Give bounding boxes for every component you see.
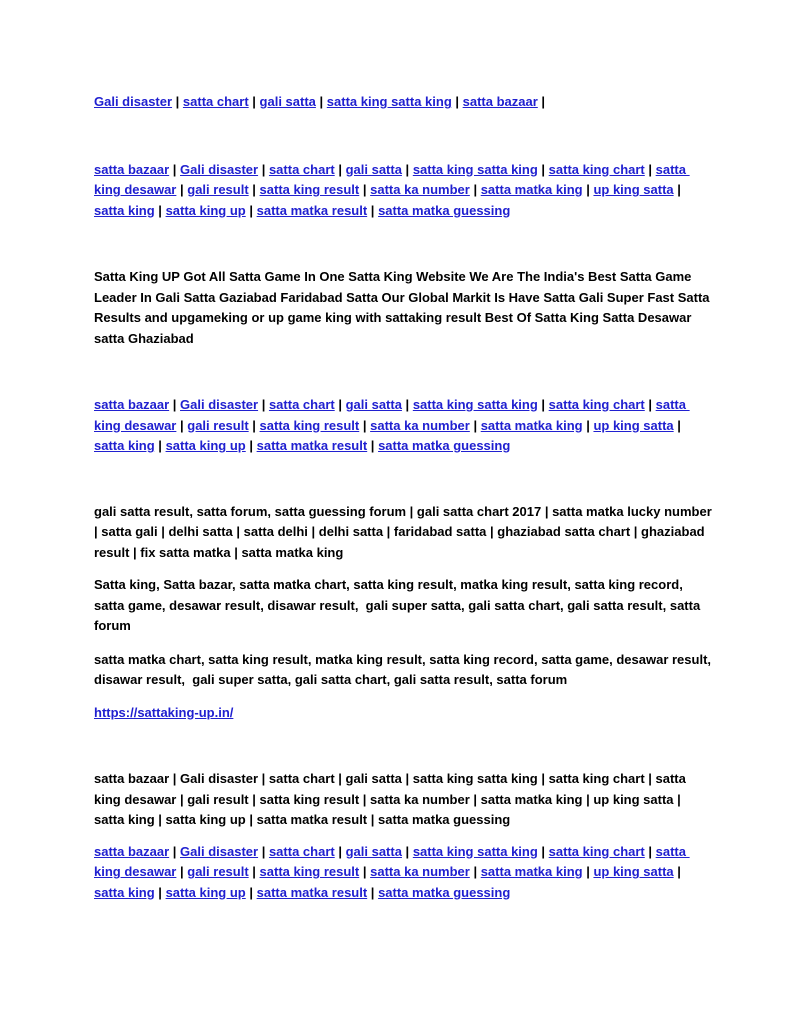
hyperlink[interactable]: satta ka number bbox=[370, 182, 470, 197]
hyperlink[interactable]: satta king satta king bbox=[412, 397, 538, 412]
pipe-separator: | bbox=[248, 182, 260, 197]
hyperlink[interactable]: gali satta bbox=[345, 843, 402, 859]
hyperlink[interactable]: satta bazaar bbox=[94, 161, 170, 177]
hyperlink[interactable]: satta king bbox=[94, 202, 155, 218]
hyperlink[interactable]: satta matka result bbox=[256, 884, 368, 900]
pipe-separator: | bbox=[334, 161, 346, 177]
hyperlink[interactable]: satta king satta king bbox=[412, 843, 538, 859]
pipe-separator: | bbox=[245, 438, 257, 453]
hyperlink[interactable]: satta king bbox=[94, 884, 155, 900]
pipe-separator: | bbox=[673, 182, 685, 197]
hyperlink[interactable]: Gali disaster bbox=[180, 161, 259, 177]
hyperlink[interactable]: gali satta bbox=[345, 397, 402, 412]
pipe-separator: | bbox=[401, 397, 413, 412]
pipe-separator: | bbox=[334, 397, 346, 412]
pipe-separator: | bbox=[537, 843, 549, 859]
pipe-separator: | bbox=[582, 417, 594, 433]
hyperlink[interactable]: Gali disaster bbox=[94, 94, 173, 109]
pipe-separator: | bbox=[154, 438, 166, 453]
hyperlink[interactable]: satta matka king bbox=[480, 417, 583, 433]
hyperlink[interactable]: gali satta bbox=[345, 161, 402, 177]
pipe-separator: | bbox=[154, 202, 166, 218]
hyperlink[interactable]: up king satta bbox=[593, 417, 674, 433]
pipe-separator: | bbox=[582, 182, 594, 197]
hyperlink[interactable]: satta king satta king bbox=[412, 161, 538, 177]
pipe-separator: | bbox=[169, 397, 181, 412]
pipe-separator: | bbox=[367, 438, 379, 453]
paragraph-text: satta bazaar | Gali disaster | satta chart | gali satta | satta king satta king | satta king chart | satta king desawar | gali result | satta king result | satta ka number | satta matka king | up king satta | satta king | satta king up | satta matka result | satta matka guessing bbox=[94, 771, 690, 827]
pipe-separator: | bbox=[401, 843, 413, 859]
pipe-separator: | bbox=[154, 884, 166, 900]
pipe-separator: | bbox=[248, 94, 260, 109]
pipe-separator: | bbox=[258, 397, 269, 412]
pipe-separator: | bbox=[469, 864, 481, 879]
hyperlink[interactable]: satta chart bbox=[182, 94, 249, 109]
pipe-separator: | bbox=[169, 843, 181, 859]
pipe-separator: | bbox=[359, 417, 371, 433]
hyperlink[interactable]: satta king result bbox=[259, 417, 360, 433]
pipe-separator: | bbox=[469, 417, 481, 433]
pipe-separator: | bbox=[258, 843, 269, 859]
hyperlink[interactable]: satta king up bbox=[165, 884, 246, 900]
hyperlink[interactable]: satta chart bbox=[268, 843, 335, 859]
pipe-separator: | bbox=[359, 182, 371, 197]
hyperlink[interactable]: up king satta bbox=[593, 182, 674, 197]
paragraph-text: Satta King UP Got All Satta Game In One Satta King Website We Are The India's Best Satta Game Leader In Gali Satta Gaziabad Faridabad Satta Our Global Markit Is Have Satta Gali Super Fast Satta Results and upgameking or up game king with sattaking result Best Of Satta King Satta Desawar satta Ghaziabad bbox=[94, 269, 714, 346]
pipe-separator: | bbox=[172, 94, 183, 109]
text-paragraph bbox=[94, 769, 712, 831]
hyperlink[interactable]: gali result bbox=[187, 417, 249, 433]
document-content bbox=[94, 92, 716, 903]
pipe-separator: | bbox=[537, 397, 549, 412]
hyperlink[interactable]: gali result bbox=[187, 864, 249, 879]
hyperlink[interactable]: satta ka number bbox=[370, 417, 470, 433]
pipe-separator: | bbox=[644, 843, 656, 859]
pipe-separator: | bbox=[315, 94, 327, 109]
pipe-separator: | bbox=[334, 843, 346, 859]
pipe-separator: | bbox=[401, 161, 413, 177]
hyperlink[interactable]: satta king desawar bbox=[94, 161, 690, 197]
hyperlink[interactable]: satta king satta king bbox=[326, 94, 452, 109]
hyperlink[interactable]: satta bazaar bbox=[462, 94, 538, 109]
pipe-separator: | bbox=[644, 397, 656, 412]
hyperlink[interactable]: satta king desawar bbox=[94, 397, 690, 433]
pipe-separator: | bbox=[673, 417, 685, 433]
hyperlink[interactable]: satta chart bbox=[268, 397, 335, 412]
pipe-separator: | bbox=[359, 864, 371, 879]
hyperlink[interactable]: satta king bbox=[94, 438, 155, 453]
pipe-separator: | bbox=[451, 94, 463, 109]
hyperlink[interactable]: satta matka result bbox=[256, 438, 368, 453]
hyperlink[interactable]: satta king result bbox=[259, 182, 360, 197]
hyperlink[interactable]: satta king chart bbox=[548, 843, 645, 859]
hyperlink[interactable]: satta chart bbox=[268, 161, 335, 177]
pipe-separator: | bbox=[169, 161, 181, 177]
paragraph-text: satta matka chart, satta king result, matka king result, satta king record, satta game, desawar result, disawar result, gali super satta, gali satta chart, gali satta result, satta forum bbox=[94, 651, 715, 687]
link-paragraph bbox=[94, 842, 712, 904]
hyperlink[interactable]: satta king chart bbox=[548, 161, 645, 177]
pipe-separator: | bbox=[176, 864, 188, 879]
paragraph-text: Satta king, Satta bazar, satta matka chart, satta king result, matka king result, satta king record, satta game, desawar result, disawar result, gali super satta, gali satta chart, gali satta result, satta forum bbox=[94, 577, 704, 633]
pipe-separator: | bbox=[248, 864, 260, 879]
pipe-separator: | bbox=[673, 864, 685, 879]
hyperlink[interactable]: gali satta bbox=[259, 94, 316, 109]
hyperlink[interactable]: satta king result bbox=[259, 864, 360, 879]
hyperlink[interactable]: Gali disaster bbox=[180, 397, 259, 412]
hyperlink[interactable]: gali result bbox=[187, 182, 249, 197]
pipe-separator: | bbox=[537, 94, 546, 109]
hyperlink[interactable]: Gali disaster bbox=[180, 843, 259, 859]
pipe-separator: | bbox=[582, 864, 594, 879]
hyperlink[interactable]: satta king desawar bbox=[94, 843, 690, 879]
pipe-separator: | bbox=[176, 417, 188, 433]
hyperlink[interactable]: satta king chart bbox=[548, 397, 645, 412]
hyperlink[interactable]: satta matka king bbox=[480, 864, 583, 879]
pipe-separator: | bbox=[258, 161, 269, 177]
hyperlink[interactable]: satta matka result bbox=[256, 202, 368, 218]
hyperlink[interactable]: satta king up bbox=[165, 202, 246, 218]
pipe-separator: | bbox=[248, 417, 260, 433]
text-paragraph bbox=[94, 502, 716, 564]
text-paragraph bbox=[94, 575, 712, 637]
pipe-separator: | bbox=[245, 202, 257, 218]
paragraph-text: gali satta result, satta forum, satta guessing forum | gali satta chart 2017 | satta matka lucky number | satta gali | delhi satta | satta delhi | delhi satta | faridabad satta | ghaziabad satta chart | ghaziabad result | fix satta matka | satta matka king bbox=[94, 503, 716, 560]
url-paragraph bbox=[94, 703, 712, 724]
pipe-separator: | bbox=[644, 161, 656, 177]
text-paragraph bbox=[94, 650, 715, 691]
hyperlink[interactable]: satta matka guessing bbox=[378, 202, 511, 218]
hyperlink[interactable]: up king satta bbox=[593, 864, 674, 879]
pipe-separator: | bbox=[245, 884, 257, 900]
hyperlink[interactable]: satta matka king bbox=[480, 182, 583, 197]
pipe-separator: | bbox=[469, 182, 481, 197]
hyperlink[interactable]: satta ka number bbox=[370, 864, 470, 879]
link-paragraph bbox=[94, 92, 712, 113]
hyperlink[interactable]: satta matka guessing bbox=[378, 884, 511, 900]
link-paragraph bbox=[94, 160, 712, 222]
pipe-separator: | bbox=[367, 202, 379, 218]
pipe-separator: | bbox=[367, 884, 379, 900]
hyperlink[interactable]: satta king up bbox=[165, 438, 246, 453]
url-hyperlink[interactable]: https://sattaking-up.in/ bbox=[94, 704, 234, 720]
hyperlink[interactable]: satta bazaar bbox=[94, 843, 170, 859]
link-paragraph bbox=[94, 395, 712, 457]
pipe-separator: | bbox=[537, 161, 549, 177]
text-paragraph bbox=[94, 267, 712, 349]
hyperlink[interactable]: satta bazaar bbox=[94, 397, 170, 412]
pipe-separator: | bbox=[176, 182, 188, 197]
hyperlink[interactable]: satta matka guessing bbox=[378, 438, 511, 453]
